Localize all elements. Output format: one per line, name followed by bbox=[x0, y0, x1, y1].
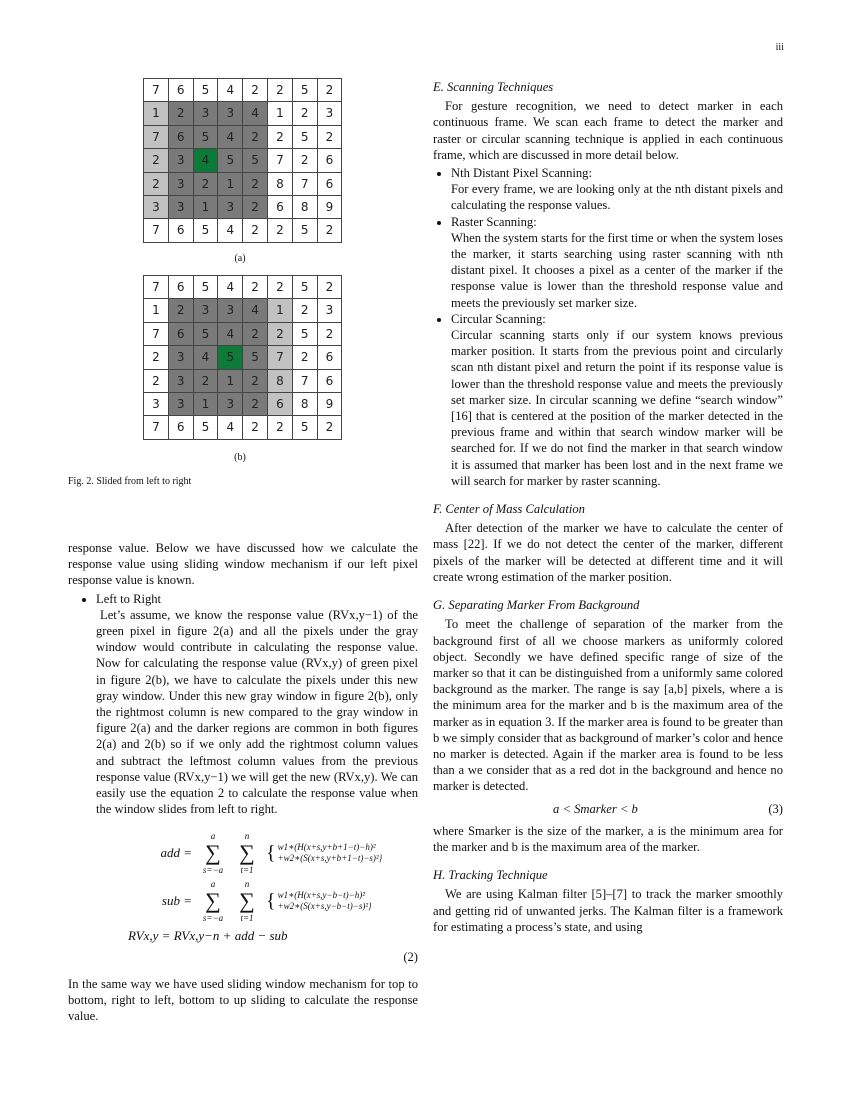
subfigure-label-a: (a) bbox=[234, 253, 246, 264]
left-column bbox=[68, 540, 418, 1024]
figure-caption: Fig. 2. Slided from left to right bbox=[68, 476, 192, 487]
grid-cell: 3 bbox=[218, 392, 243, 415]
bullet-title: Circular Scanning: bbox=[451, 311, 546, 326]
grid-cell: 5 bbox=[292, 416, 317, 439]
section-heading-h: H. Tracking Technique bbox=[433, 868, 548, 883]
eq-add-term2: +w2∗(S(x+s,y+b+1−t)−s)²} bbox=[277, 853, 383, 864]
grid-cell: 7 bbox=[292, 172, 317, 195]
grid-cell: 6 bbox=[168, 276, 193, 299]
pixel-grid-a bbox=[143, 78, 342, 243]
grid-cell: 4 bbox=[193, 149, 218, 172]
grid-cell: 5 bbox=[193, 416, 218, 439]
grid-cell: 5 bbox=[292, 219, 317, 242]
grid-cell: 2 bbox=[144, 346, 169, 369]
equation-number-3: (3) bbox=[768, 801, 783, 816]
grid-cell: 4 bbox=[193, 346, 218, 369]
bullet-text: Let’s assume, we know the response value (RVx,y−1) of the green pixel in figure 2(a) and all the pixels under the gray window would contribute in calculating the response value. Now for calculating the response value (RVx,y) of green pixel in figure 2(b), we have to calculate the pixels under this new gray window. Under this new gray window in figure 2(b), only the rightmost column is new compared to the gray window in figure 2(a) and the darker regions are common in both figures 2(a) and 2(b) so if we only add the rightmost column values and subtract the leftmost column values from the previous response value (RVx,y−1) we will get the new (RVx,y). We can easily use the equation 2 to calculate the response value when the window slides from left to right. bbox=[96, 607, 418, 817]
eq-rv: RVx,y = RVx,y−n + add − sub bbox=[128, 928, 288, 944]
grid-cell: 3 bbox=[218, 195, 243, 218]
eq3-explanation: where Smarker is the size of the marker, a is the minimum area for the marker and b is the maximum area of the marker. bbox=[433, 823, 783, 854]
sum-a bbox=[198, 831, 228, 875]
grid-cell: 6 bbox=[168, 416, 193, 439]
grid-cell: 5 bbox=[193, 125, 218, 148]
grid-cell: 6 bbox=[168, 219, 193, 242]
grid-cell: 3 bbox=[168, 149, 193, 172]
grid-cell: 1 bbox=[144, 299, 169, 322]
grid-cell: 5 bbox=[292, 276, 317, 299]
grid-cell: 6 bbox=[317, 172, 342, 195]
sigma-symbol: ∑ bbox=[205, 888, 221, 914]
paragraph-e: For gesture recognition, we need to detect marker in each continuous frame. We scan each frame to detect the marker and raster or circular scanning technique is applied in each continuous frame, which are discussed in more detail below. bbox=[433, 99, 783, 162]
sum-lower: s=−a bbox=[202, 865, 224, 876]
grid-cell: 3 bbox=[168, 195, 193, 218]
sum-upper: n bbox=[244, 831, 250, 842]
grid-cell: 2 bbox=[243, 195, 268, 218]
grid-cell: 2 bbox=[243, 392, 268, 415]
right-column bbox=[433, 79, 783, 935]
sum-a bbox=[198, 879, 228, 923]
sum-upper: n bbox=[244, 879, 250, 890]
grid-cell: 6 bbox=[267, 392, 292, 415]
grid-cell: 2 bbox=[144, 172, 169, 195]
subfigure-label-b: (b) bbox=[234, 452, 246, 463]
grid-cell: 8 bbox=[267, 369, 292, 392]
grid-cell: 5 bbox=[243, 149, 268, 172]
grid-cell: 6 bbox=[168, 125, 193, 148]
grid-cell: 2 bbox=[317, 219, 342, 242]
grid-cell: 7 bbox=[144, 416, 169, 439]
grid-cell: 4 bbox=[243, 102, 268, 125]
grid-cell: 1 bbox=[267, 102, 292, 125]
grid-cell: 3 bbox=[218, 102, 243, 125]
grid-cell: 1 bbox=[267, 299, 292, 322]
eq-sub-lhs: sub = bbox=[161, 893, 192, 909]
bullet-circular bbox=[451, 311, 783, 489]
sum-upper: a bbox=[210, 831, 216, 842]
grid-cell: 5 bbox=[218, 346, 243, 369]
grid-cell: 3 bbox=[144, 195, 169, 218]
grid-cell: 6 bbox=[267, 195, 292, 218]
paragraph-h: We are using Kalman filter [5]–[7] to track the marker smoothly and getting rid of unwanted jerks. The Kalman filter is a framework for estimating a process’s state, and using bbox=[433, 887, 783, 934]
grid-cell: 4 bbox=[218, 79, 243, 102]
equation-3 bbox=[433, 795, 783, 823]
sum-n bbox=[232, 831, 262, 875]
grid-cell: 4 bbox=[218, 416, 243, 439]
grid-cell: 2 bbox=[144, 149, 169, 172]
sum-n bbox=[232, 879, 262, 923]
grid-cell: 3 bbox=[168, 369, 193, 392]
grid-cell: 2 bbox=[292, 149, 317, 172]
grid-cell: 7 bbox=[292, 369, 317, 392]
grid-cell: 2 bbox=[243, 276, 268, 299]
brace-symbol: { bbox=[266, 842, 276, 865]
grid-cell: 5 bbox=[292, 79, 317, 102]
grid-cell: 7 bbox=[144, 276, 169, 299]
grid-cell: 3 bbox=[218, 299, 243, 322]
sum-upper: a bbox=[210, 879, 216, 890]
eq-add-row bbox=[68, 831, 418, 875]
sigma-symbol: ∑ bbox=[239, 840, 255, 866]
grid-cell: 4 bbox=[218, 219, 243, 242]
grid-cell: 7 bbox=[144, 79, 169, 102]
grid-cell: 3 bbox=[144, 392, 169, 415]
grid-cell: 2 bbox=[317, 276, 342, 299]
grid-cell: 5 bbox=[292, 125, 317, 148]
eq-add-lhs: add = bbox=[160, 845, 192, 861]
grid-cell: 9 bbox=[317, 392, 342, 415]
grid-cell: 2 bbox=[267, 276, 292, 299]
grid-cell: 2 bbox=[144, 369, 169, 392]
grid-cell: 4 bbox=[218, 276, 243, 299]
grid-cell: 7 bbox=[144, 322, 169, 345]
grid-cell: 7 bbox=[144, 125, 169, 148]
grid-cell: 2 bbox=[243, 322, 268, 345]
eq3-expression: a < Smarker < b bbox=[553, 801, 638, 816]
bullet-nth-distant bbox=[451, 165, 783, 214]
page-number: iii bbox=[775, 42, 784, 53]
eq-add-term1: w1∗(H(x+s,y+b+1−t)−h)² bbox=[277, 842, 376, 853]
grid-cell: 5 bbox=[193, 322, 218, 345]
bullet-left-to-right bbox=[96, 591, 418, 818]
grid-cell: 8 bbox=[267, 172, 292, 195]
grid-cell: 2 bbox=[317, 125, 342, 148]
grid-cell: 3 bbox=[168, 172, 193, 195]
grid-cell: 5 bbox=[193, 79, 218, 102]
grid-cell: 2 bbox=[243, 79, 268, 102]
grid-cell: 2 bbox=[292, 299, 317, 322]
grid-cell: 6 bbox=[168, 79, 193, 102]
grid-cell: 7 bbox=[144, 219, 169, 242]
grid-cell: 2 bbox=[267, 125, 292, 148]
closing-paragraph: In the same way we have used sliding window mechanism for top to bottom, right to left, bottom to up sliding to calculate the response value. bbox=[68, 976, 418, 1024]
grid-cell: 4 bbox=[218, 125, 243, 148]
bullet-raster bbox=[451, 214, 783, 311]
grid-cell: 3 bbox=[168, 346, 193, 369]
grid-cell: 2 bbox=[243, 219, 268, 242]
grid-cell: 7 bbox=[267, 346, 292, 369]
eq-sub-row bbox=[68, 879, 418, 923]
bullet-title: Nth Distant Pixel Scanning: bbox=[451, 166, 592, 181]
sum-lower: t=1 bbox=[240, 865, 254, 876]
grid-cell: 5 bbox=[193, 219, 218, 242]
grid-cell: 5 bbox=[292, 322, 317, 345]
grid-cell: 6 bbox=[317, 149, 342, 172]
section-heading-f: F. Center of Mass Calculation bbox=[433, 502, 585, 517]
eq-sub-term1: w1∗(H(x+s,y−b−t)−h)² bbox=[277, 890, 365, 901]
grid-cell: 5 bbox=[218, 149, 243, 172]
grid-cell: 3 bbox=[193, 102, 218, 125]
grid-cell: 5 bbox=[193, 276, 218, 299]
grid-cell: 2 bbox=[292, 102, 317, 125]
grid-cell: 6 bbox=[168, 322, 193, 345]
grid-cell: 2 bbox=[317, 79, 342, 102]
equation-2 bbox=[68, 831, 418, 965]
grid-cell: 8 bbox=[292, 392, 317, 415]
eq-sub-terms bbox=[278, 890, 372, 912]
eq-sub-term2: +w2∗(S(x+s,y−b−t)−s)²} bbox=[277, 901, 372, 912]
bullet-title: Left to Right bbox=[96, 591, 162, 606]
section-heading-e: E. Scanning Techniques bbox=[433, 80, 554, 94]
paragraph-g: To meet the challenge of separation of the marker from the background first of all we choose markers as uniformly colored object. Secondly we have defined specific range of size of the marker so that it can be distinguished from a uniformly same colored background as the marker. The range is say [a,b] pixels, where a is the minimum area for the marker and b is the maximum area of the marker as in equation 3. If the marker area is found to be greater than b we simply consider that as background of marker’s color and hence no marker is detected. Again if the marker area is found to be less than a we consider that as a red dot in the background and hence no marker is detected. bbox=[433, 617, 783, 794]
grid-cell: 6 bbox=[317, 346, 342, 369]
grid-cell: 5 bbox=[243, 346, 268, 369]
paragraph-f: After detection of the marker we have to calculate the center of mass [22]. If we do not detect the center of the marker, different pixels of the marker will be detected at different time and it will create wrong estimation of the marker position. bbox=[433, 521, 783, 584]
pixel-grid-b bbox=[143, 275, 342, 440]
grid-cell: 2 bbox=[317, 416, 342, 439]
grid-cell: 9 bbox=[317, 195, 342, 218]
grid-cell: 3 bbox=[193, 299, 218, 322]
grid-cell: 1 bbox=[218, 172, 243, 195]
grid-cell: 2 bbox=[317, 322, 342, 345]
grid-cell: 2 bbox=[267, 322, 292, 345]
grid-cell: 2 bbox=[243, 172, 268, 195]
grid-cell: 6 bbox=[317, 369, 342, 392]
grid-cell: 2 bbox=[193, 369, 218, 392]
grid-cell: 2 bbox=[292, 346, 317, 369]
brace-symbol: { bbox=[266, 890, 276, 913]
bullet-text: For every frame, we are looking only at the nth distant pixels and calculating the response values. bbox=[451, 182, 783, 213]
grid-cell: 2 bbox=[243, 369, 268, 392]
grid-cell: 8 bbox=[292, 195, 317, 218]
grid-cell: 4 bbox=[218, 322, 243, 345]
sum-lower: t=1 bbox=[240, 913, 254, 924]
bullet-text: When the system starts for the first time or when the system loses the marker, it starts searching using raster scanning with nth distant pixel. It chooses a pixel as a center of the marker if the response value is lower than the threshold response value and meets the previously set marker size. bbox=[451, 230, 783, 310]
sigma-symbol: ∑ bbox=[239, 888, 255, 914]
bullet-title: Raster Scanning: bbox=[451, 214, 537, 229]
section-heading-g: G. Separating Marker From Background bbox=[433, 598, 640, 613]
grid-cell: 2 bbox=[267, 219, 292, 242]
grid-cell: 2 bbox=[267, 79, 292, 102]
grid-cell: 2 bbox=[168, 102, 193, 125]
grid-cell: 3 bbox=[168, 392, 193, 415]
grid-cell: 1 bbox=[218, 369, 243, 392]
grid-cell: 3 bbox=[317, 102, 342, 125]
grid-cell: 1 bbox=[144, 102, 169, 125]
grid-cell: 2 bbox=[168, 299, 193, 322]
sum-lower: s=−a bbox=[202, 913, 224, 924]
eq-add-terms bbox=[278, 842, 383, 864]
sigma-symbol: ∑ bbox=[205, 840, 221, 866]
grid-cell: 2 bbox=[243, 125, 268, 148]
grid-cell: 3 bbox=[317, 299, 342, 322]
grid-cell: 2 bbox=[267, 416, 292, 439]
grid-cell: 1 bbox=[193, 195, 218, 218]
grid-cell: 7 bbox=[267, 149, 292, 172]
intro-paragraph: response value. Below we have discussed how we calculate the response value using sliding window mechanism if our left pixel response value is known. bbox=[68, 541, 418, 588]
grid-cell: 1 bbox=[193, 392, 218, 415]
grid-cell: 2 bbox=[243, 416, 268, 439]
grid-cell: 4 bbox=[243, 299, 268, 322]
equation-number-2: (2) bbox=[403, 950, 418, 965]
bullet-text: Circular scanning starts only if our system knows previous marker position. It starts from the previous point and circularly scan nth distant pixel and return the point if its response value is lower than the threshold response value and meets the previously set marker size. In circular scanning we define “search window” [16] that is centered at the position of the marker detected in the previous frame and within that search window marker will be searched for. If we do not find the marker in that search window it is assumed that marker has been lost and in the next frame we will search for marker by raster scanning. bbox=[451, 328, 783, 488]
grid-cell: 2 bbox=[193, 172, 218, 195]
